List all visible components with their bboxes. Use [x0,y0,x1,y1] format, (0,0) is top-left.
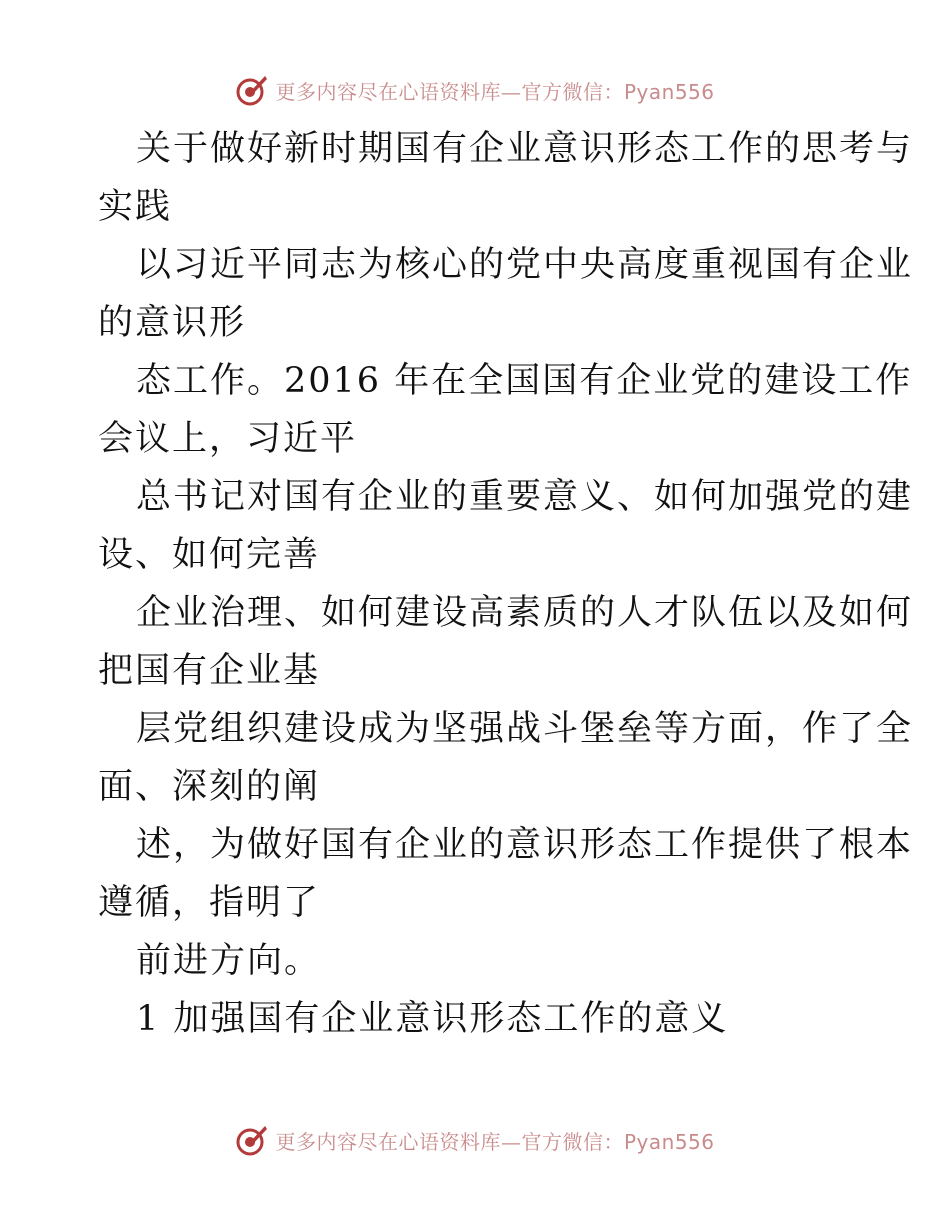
watermark-wechat-id: Pyan556 [623,1129,715,1154]
paragraph-line: 的意识形 [98,303,247,343]
watermark-text: 更多内容尽在心语资料库—官方微信：Pyan556 [275,79,715,104]
paragraph-line: 以习近平同志为核心的党中央高度重视国有企业 [136,245,914,285]
quill-logo-icon [235,73,269,107]
paragraph-line: 层党组织建设成为坚强战斗堡垒等方面，作了全 [136,709,914,749]
title-line-1: 关于做好新时期国有企业意识形态工作的思考与 [136,129,914,169]
paragraph-line: 遵循，指明了 [98,883,321,923]
paragraph-line: 企业治理、如何建设高素质的人才队伍以及如何 [136,593,914,633]
quill-logo-icon [235,1123,269,1157]
paragraph-line: 态工作。2016 年在全国国有企业党的建设工作 [136,361,913,401]
paragraph-line: 会议上，习近平 [98,419,358,459]
document-body [98,120,914,1048]
section-heading: 1 加强国有企业意识形态工作的意义 [136,999,729,1039]
paragraph-line: 述，为做好国有企业的意识形态工作提供了根本 [136,825,914,865]
paragraph-line: 总书记对国有企业的重要意义、如何加强党的建 [136,477,914,517]
paragraph-line: 前进方向。 [136,941,322,981]
footer-watermark [0,1120,950,1160]
paragraph-line: 把国有企业基 [98,651,321,691]
title-line-2: 实践 [98,187,173,227]
paragraph-line: 面、深刻的阐 [98,767,321,807]
watermark-wechat-id: Pyan556 [623,79,715,104]
paragraph-line: 设、如何完善 [98,535,321,575]
watermark-text: 更多内容尽在心语资料库—官方微信：Pyan556 [275,1129,715,1154]
header-watermark [0,70,950,110]
